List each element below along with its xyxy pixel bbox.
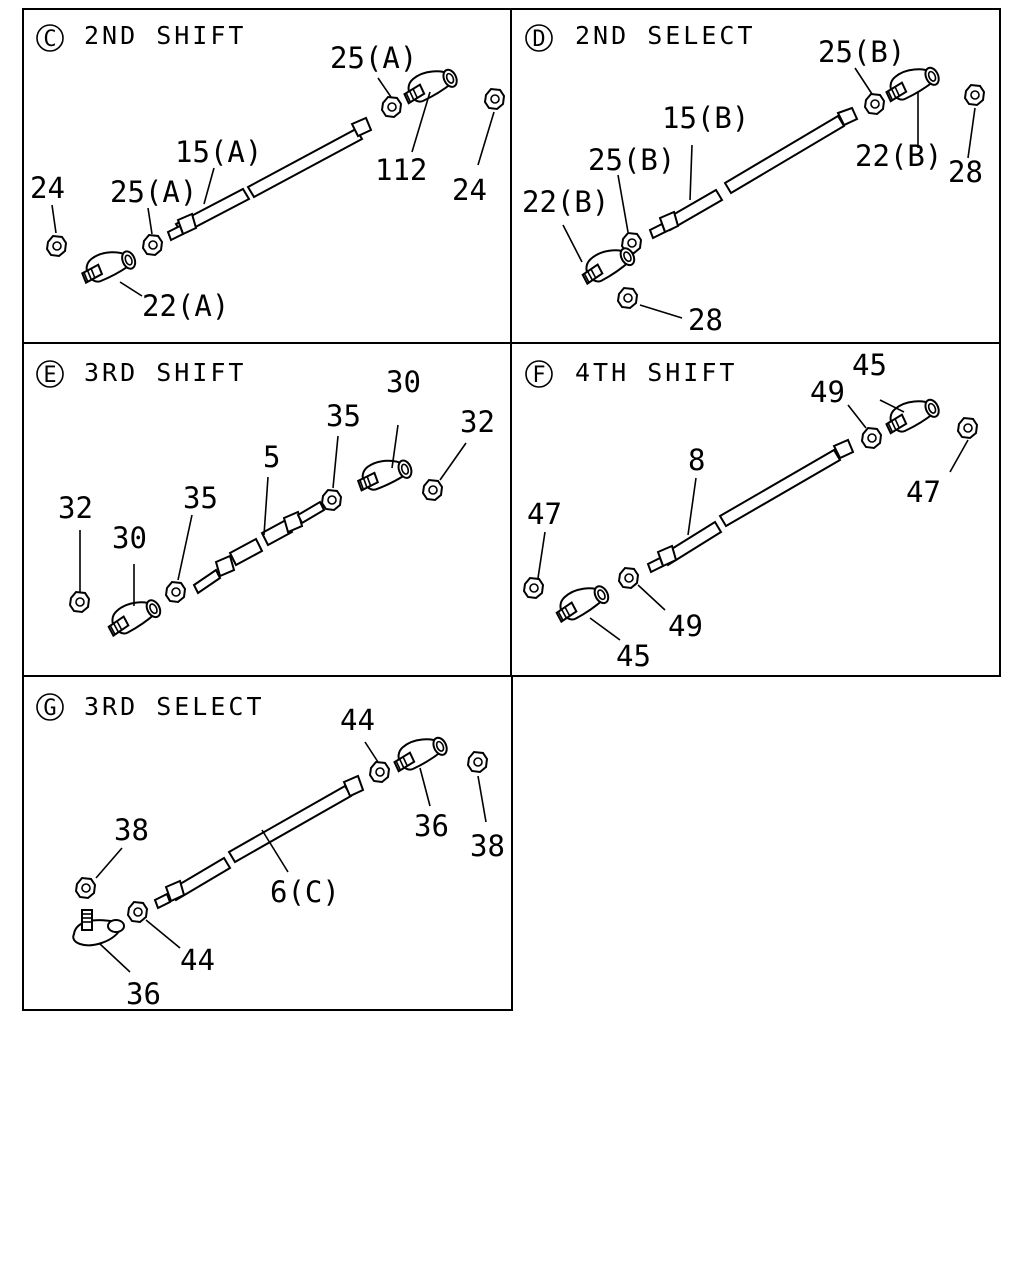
label-25a-top: 25(A) <box>330 41 418 75</box>
label-15b: 15(B) <box>662 101 750 135</box>
rod-5 <box>194 502 324 593</box>
label-25a-left: 25(A) <box>110 175 198 209</box>
ball-joint-36-right <box>390 729 450 775</box>
nut-35-left <box>166 582 185 602</box>
panel-g-3rd-select <box>37 692 505 1011</box>
nut-49-left <box>619 568 638 588</box>
panel-c-2nd-shift <box>30 21 504 323</box>
panel-d-title: 2ND SELECT <box>575 21 756 50</box>
label-6c: 6(C) <box>270 875 340 909</box>
label-112: 112 <box>375 153 428 187</box>
nut-32-left <box>70 592 89 612</box>
label-45-top: 45 <box>852 348 887 382</box>
label-49-bottom: 49 <box>668 609 703 643</box>
ball-joint-22a <box>78 243 137 286</box>
nut-49-right <box>862 428 881 448</box>
label-28-bottom: 28 <box>688 303 723 337</box>
label-47-left: 47 <box>527 497 562 531</box>
nut-25a-left <box>143 235 162 255</box>
panel-c-title: 2ND SHIFT <box>84 21 247 50</box>
ball-joint-36-left <box>73 910 124 945</box>
nut-47-left <box>524 578 543 598</box>
label-28-right: 28 <box>948 155 983 189</box>
panel-g-letter: G <box>43 696 57 721</box>
label-45-bottom: 45 <box>616 639 651 673</box>
nut-32-right <box>423 480 442 500</box>
label-5: 5 <box>263 440 281 474</box>
nut-35-right <box>322 490 341 510</box>
label-32-left: 32 <box>58 491 93 525</box>
nut-28-left <box>618 288 637 308</box>
nut-28-right <box>965 85 984 105</box>
rod-8 <box>648 440 853 572</box>
label-36-bottom: 36 <box>126 977 161 1011</box>
nut-25a-right <box>382 97 401 117</box>
panel-e-3rd-shift <box>37 358 495 639</box>
label-15a: 15(A) <box>175 135 263 169</box>
label-22b-left: 22(B) <box>522 185 610 219</box>
ball-joint-45-right <box>882 391 942 437</box>
label-24-left: 24 <box>30 171 65 205</box>
panel-f-4th-shift <box>524 348 977 673</box>
label-30-left: 30 <box>112 521 147 555</box>
label-44-bottom: 44 <box>180 943 215 977</box>
label-8: 8 <box>688 443 706 477</box>
label-47-right: 47 <box>906 475 941 509</box>
nut-44-left <box>128 902 147 922</box>
nut-44-right <box>370 762 389 782</box>
label-44-top: 44 <box>340 703 375 737</box>
ball-joint-45-left <box>551 578 610 625</box>
ball-joint-30-right <box>354 452 413 494</box>
panel-f-letter: F <box>532 363 546 388</box>
nut-25b-right <box>865 94 884 114</box>
nut-38-right <box>468 752 487 772</box>
label-22b-right: 22(B) <box>855 139 943 173</box>
label-38-right: 38 <box>470 829 505 863</box>
label-32-right: 32 <box>460 405 495 439</box>
label-25b-left: 25(B) <box>588 143 676 177</box>
label-35-top: 35 <box>326 399 361 433</box>
panel-d-2nd-select <box>522 21 984 337</box>
label-30-top: 30 <box>386 365 421 399</box>
panel-c-letter: C <box>43 27 57 52</box>
nut-24-left <box>47 236 66 256</box>
label-36-right: 36 <box>414 809 449 843</box>
panel-g-title: 3RD SELECT <box>84 692 265 721</box>
nut-38-left <box>76 878 95 898</box>
nut-47-right <box>958 418 977 438</box>
label-38-left: 38 <box>114 813 149 847</box>
panel-d-letter: D <box>532 27 546 52</box>
panel-e-title: 3RD SHIFT <box>84 358 247 387</box>
label-22a: 22(A) <box>142 289 230 323</box>
panel-e-letter: E <box>43 363 57 388</box>
panel-f-title: 4TH SHIFT <box>575 358 738 387</box>
label-49-top: 49 <box>810 375 845 409</box>
label-35-left: 35 <box>183 481 218 515</box>
label-25b-top: 25(B) <box>818 35 906 69</box>
label-24-right: 24 <box>452 173 487 207</box>
nut-24-right <box>485 89 504 109</box>
